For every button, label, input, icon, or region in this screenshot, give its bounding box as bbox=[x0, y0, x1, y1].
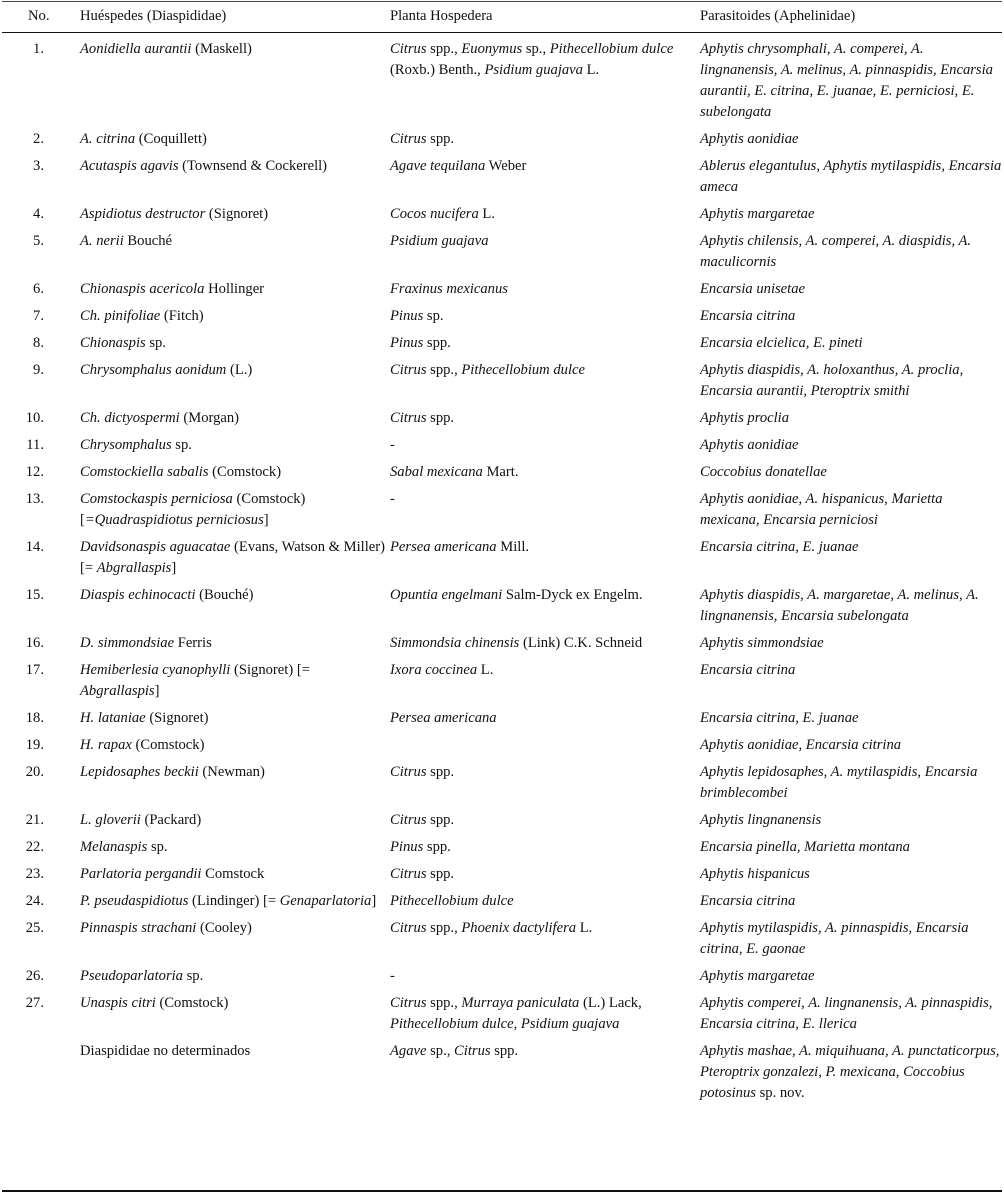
table-row bbox=[0, 34, 1004, 129]
table-body bbox=[0, 34, 1004, 1110]
plant-cell: Ixora coccinea L. bbox=[390, 662, 494, 678]
parasitoid-cell: Aphytis aonidiae bbox=[700, 131, 799, 147]
parasitoid-cell: Encarsia unisetae bbox=[700, 281, 805, 297]
parasitoid-cell: Aphytis aonidiae, Encarsia citrina bbox=[700, 737, 902, 753]
table-row bbox=[0, 462, 1004, 489]
parasitoid-cell: Aphytis aonidiae bbox=[700, 437, 799, 453]
parasitoid-cell: Encarsia citrina bbox=[700, 308, 796, 324]
table-row bbox=[0, 660, 1004, 708]
plant-cell: Citrus spp. bbox=[390, 866, 455, 882]
row-number: 15. bbox=[25, 587, 44, 603]
row-number: 3. bbox=[33, 158, 44, 174]
host-cell: Diaspididae no determinados bbox=[80, 1043, 251, 1059]
plant-cell: Citrus spp. bbox=[390, 812, 455, 828]
row-number: 1. bbox=[33, 41, 44, 57]
plant-cell: Pinus spp. bbox=[390, 839, 451, 855]
host-cell: Comstockaspis perniciosa (Comstock) [=Quadraspidiotus perniciosus] bbox=[80, 491, 306, 528]
header-row bbox=[0, 4, 1004, 34]
parasitoid-cell: Aphytis margaretae bbox=[700, 968, 815, 984]
row-number bbox=[0, 1041, 80, 1110]
table-row bbox=[0, 333, 1004, 360]
host-cell: Unaspis citri (Comstock) bbox=[80, 995, 229, 1011]
parasitoid-cell: Encarsia elcielica, E. pineti bbox=[700, 335, 863, 351]
row-number: 11. bbox=[26, 437, 44, 453]
table-row bbox=[0, 918, 1004, 966]
plant-cell: Citrus spp., Murraya paniculata (L.) Lack, Pithecellobium dulce, Psidium guajava bbox=[390, 995, 642, 1032]
host-cell: Ch. dictyospermi (Morgan) bbox=[80, 410, 240, 426]
host-cell: D. simmondsiae Ferris bbox=[80, 635, 212, 651]
parasitoid-cell: Aphytis comperei, A. lingnanensis, A. pinnaspidis, Encarsia citrina, E. llerica bbox=[700, 995, 993, 1032]
parasitoid-cell: Aphytis mashae, A. miquihuana, A. punctaticorpus, Pteroptrix gonzalezi, P. mexicana, Coccobius potosinus sp. nov. bbox=[700, 1043, 1000, 1101]
parasitoid-cell: Aphytis mytilaspidis, A. pinnaspidis, Encarsia citrina, E. gaonae bbox=[700, 920, 969, 957]
table-row bbox=[0, 810, 1004, 837]
host-cell: Chionaspis acericola Hollinger bbox=[80, 281, 265, 297]
table-row bbox=[0, 360, 1004, 408]
plant-cell: Citrus spp., Euonymus sp., Pithecellobium dulce (Roxb.) Benth., Psidium guajava L. bbox=[390, 41, 674, 78]
plant-cell: Cocos nucifera L. bbox=[390, 206, 495, 222]
host-cell: Lepidosaphes beckii (Newman) bbox=[80, 764, 265, 780]
table-row bbox=[0, 837, 1004, 864]
plant-cell: Simmondsia chinensis (Link) C.K. Schneid bbox=[390, 635, 643, 651]
row-number: 16. bbox=[25, 635, 44, 651]
host-cell: Pinnaspis strachani (Cooley) bbox=[80, 920, 252, 936]
host-cell: Chrysomphalus aonidum (L.) bbox=[80, 362, 253, 378]
plant-cell: Sabal mexicana Mart. bbox=[390, 464, 519, 480]
parasitoid-cell: Aphytis margaretae bbox=[700, 206, 815, 222]
row-number: 21. bbox=[25, 812, 44, 828]
plant-cell: Persea americana Mill. bbox=[390, 539, 530, 555]
host-parasitoid-table bbox=[0, 4, 1004, 1110]
parasitoid-cell: Aphytis lepidosaphes, A. mytilaspidis, Encarsia brimblecombei bbox=[700, 764, 978, 801]
parasitoid-cell: Aphytis hispanicus bbox=[700, 866, 810, 882]
table-row bbox=[0, 708, 1004, 735]
host-cell: Pseudoparlatoria sp. bbox=[80, 968, 204, 984]
plant-cell: Pinus sp. bbox=[390, 308, 444, 324]
host-cell: Aonidiella aurantii (Maskell) bbox=[80, 41, 252, 57]
host-cell: Davidsonaspis aguacatae (Evans, Watson & Miller) [= Abgrallaspis] bbox=[80, 539, 385, 576]
header-no: No. bbox=[28, 8, 50, 24]
host-cell: Chionaspis sp. bbox=[80, 335, 166, 351]
row-number: 14. bbox=[25, 539, 44, 555]
table-row bbox=[0, 1041, 1004, 1110]
table-row bbox=[0, 585, 1004, 633]
table-row bbox=[0, 633, 1004, 660]
row-number: 2. bbox=[33, 131, 44, 147]
plant-cell: Persea americana bbox=[390, 710, 497, 726]
plant-cell: Citrus spp., Phoenix dactylifera L. bbox=[390, 920, 593, 936]
host-cell: Hemiberlesia cyanophylli (Signoret) [= Abgrallaspis] bbox=[80, 662, 310, 699]
host-cell: Parlatoria pergandii Comstock bbox=[80, 866, 265, 882]
table-row bbox=[0, 537, 1004, 585]
host-cell: H. rapax (Comstock) bbox=[80, 737, 205, 753]
host-cell: A. nerii Bouché bbox=[80, 233, 173, 249]
host-cell: P. pseudaspidiotus (Lindinger) [= Genaparlatoria] bbox=[80, 893, 377, 909]
header-plant: Planta Hospedera bbox=[390, 8, 493, 24]
parasitoid-cell: Encarsia citrina bbox=[700, 893, 796, 909]
table-row bbox=[0, 864, 1004, 891]
header-parasitoids: Parasitoides (Aphelinidae) bbox=[700, 8, 856, 24]
parasitoid-cell: Aphytis lingnanensis bbox=[700, 812, 822, 828]
table-row bbox=[0, 993, 1004, 1041]
row-number: 27. bbox=[25, 995, 44, 1011]
row-number: 5. bbox=[33, 233, 44, 249]
table-row bbox=[0, 408, 1004, 435]
parasitoid-cell: Coccobius donatellae bbox=[700, 464, 827, 480]
parasitoid-cell: Encarsia citrina bbox=[700, 662, 796, 678]
host-cell: H. lataniae (Signoret) bbox=[80, 710, 209, 726]
host-cell: Ch. pinifoliae (Fitch) bbox=[80, 308, 204, 324]
row-number: 25. bbox=[25, 920, 44, 936]
row-number: 24. bbox=[25, 893, 44, 909]
host-cell: Acutaspis agavis (Townsend & Cockerell) bbox=[80, 158, 328, 174]
row-number: 26. bbox=[25, 968, 44, 984]
row-number: 19. bbox=[25, 737, 44, 753]
table-row bbox=[0, 489, 1004, 537]
parasitoid-cell: Aphytis proclia bbox=[700, 410, 790, 426]
row-number: 22. bbox=[25, 839, 44, 855]
plant-cell: Psidium guajava bbox=[390, 233, 489, 249]
plant-cell: - bbox=[390, 491, 395, 507]
plant-cell: Citrus spp. bbox=[390, 410, 455, 426]
table-row bbox=[0, 231, 1004, 279]
host-cell: A. citrina (Coquillett) bbox=[80, 131, 207, 147]
row-number: 23. bbox=[25, 866, 44, 882]
plant-cell: - bbox=[390, 968, 395, 984]
plant-cell: Agave tequilana Weber bbox=[390, 158, 527, 174]
table-row bbox=[0, 306, 1004, 333]
plant-cell bbox=[390, 735, 700, 741]
table-row bbox=[0, 204, 1004, 231]
plant-cell: Pithecellobium dulce bbox=[390, 893, 514, 909]
table-row bbox=[0, 735, 1004, 762]
row-number: 4. bbox=[33, 206, 44, 222]
host-cell: L. gloverii (Packard) bbox=[80, 812, 202, 828]
parasitoid-cell: Encarsia citrina, E. juanae bbox=[700, 710, 859, 726]
table-row bbox=[0, 279, 1004, 306]
parasitoid-cell: Aphytis aonidiae, A. hispanicus, Marietta mexicana, Encarsia perniciosi bbox=[700, 491, 943, 528]
parasitoid-cell: Encarsia pinella, Marietta montana bbox=[700, 839, 910, 855]
parasitoid-cell: Aphytis diaspidis, A. margaretae, A. melinus, A. lingnanensis, Encarsia subelongata bbox=[700, 587, 979, 624]
row-number: 18. bbox=[25, 710, 44, 726]
table-row bbox=[0, 762, 1004, 810]
table-row bbox=[0, 156, 1004, 204]
table-row bbox=[0, 891, 1004, 918]
host-cell: Diaspis echinocacti (Bouché) bbox=[80, 587, 254, 603]
table-row bbox=[0, 435, 1004, 462]
plant-cell: Agave sp., Citrus spp. bbox=[390, 1043, 519, 1059]
plant-cell: Fraxinus mexicanus bbox=[390, 281, 508, 297]
table-row bbox=[0, 966, 1004, 993]
row-number: 13. bbox=[25, 491, 44, 507]
row-number: 12. bbox=[25, 464, 44, 480]
parasitoid-cell: Encarsia citrina, E. juanae bbox=[700, 539, 859, 555]
parasitoid-cell: Aphytis simmondsiae bbox=[700, 635, 824, 651]
row-number: 9. bbox=[33, 362, 44, 378]
host-cell: Chrysomphalus sp. bbox=[80, 437, 192, 453]
host-cell: Melanaspis sp. bbox=[80, 839, 168, 855]
row-number: 8. bbox=[33, 335, 44, 351]
plant-cell: - bbox=[390, 437, 395, 453]
plant-cell: Citrus spp. bbox=[390, 764, 455, 780]
table-row bbox=[0, 129, 1004, 156]
header-host: Huéspedes (Diaspididae) bbox=[80, 8, 227, 24]
parasitoid-cell: Aphytis chrysomphali, A. comperei, A. lingnanensis, A. melinus, A. pinnaspidis, Encarsia aurantii, E. citrina, E. juanae, E. perniciosi, E. subelongata bbox=[700, 41, 993, 120]
plant-cell: Citrus spp. bbox=[390, 131, 455, 147]
row-number: 7. bbox=[33, 308, 44, 324]
row-number: 17. bbox=[25, 662, 44, 678]
row-number: 10. bbox=[25, 410, 44, 426]
parasitoid-cell: Aphytis diaspidis, A. holoxanthus, A. proclia, Encarsia aurantii, Pteroptrix smithi bbox=[700, 362, 964, 399]
plant-cell: Citrus spp., Pithecellobium dulce bbox=[390, 362, 585, 378]
bottom-rule bbox=[2, 1190, 1002, 1192]
top-rule bbox=[2, 1, 1002, 2]
plant-cell: Pinus spp. bbox=[390, 335, 451, 351]
host-cell: Aspidiotus destructor (Signoret) bbox=[80, 206, 269, 222]
plant-cell: Opuntia engelmani Salm-Dyck ex Engelm. bbox=[390, 587, 643, 603]
parasitoid-cell: Aphytis chilensis, A. comperei, A. diaspidis, A. maculicornis bbox=[700, 233, 972, 270]
host-cell: Comstockiella sabalis (Comstock) bbox=[80, 464, 282, 480]
parasitoid-cell: Ablerus elegantulus, Aphytis mytilaspidis, Encarsia ameca bbox=[700, 158, 1002, 195]
row-number: 20. bbox=[25, 764, 44, 780]
row-number: 6. bbox=[33, 281, 44, 297]
